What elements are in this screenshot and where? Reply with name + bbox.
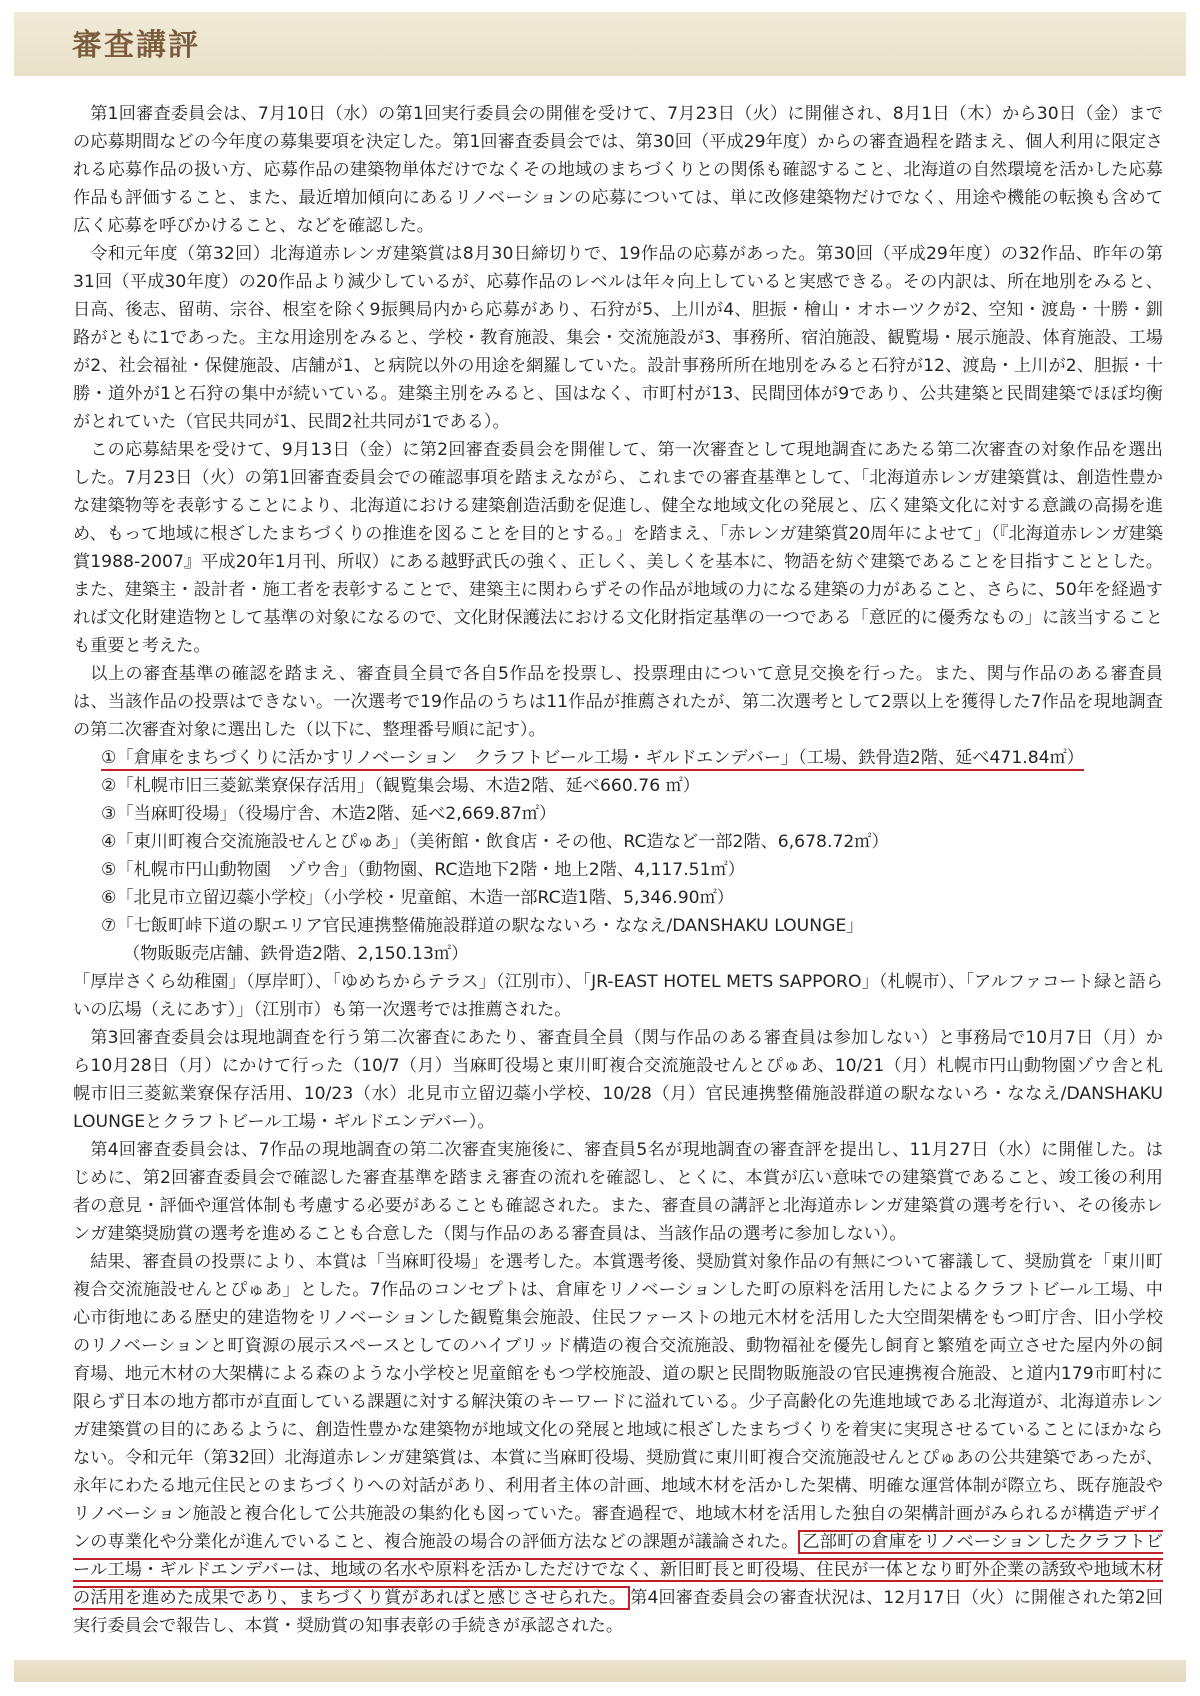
highlighted-passage: 乙部町の倉庫をリノベーションしたクラフトビール工場・ギルドエンデバーは、地域の名水や原料を活かしただけでなく、新旧町長と町役場、住民が一体となり町外企業の誘致や地域木材の活用を進めた成果であり、まちづくり賞があればと感じさせられた。	[73, 1532, 1163, 1608]
final-paragraph-text: 結果、審査員の投票により、本賞は「当麻町役場」を選考した。本賞選考後、奨励賞対象作品の有無について審議して、奨励賞を「東川町複合交流施設せんとぴゅあ」とした。7作品のコンセプトは、倉庫をリノベーションした町の原料を活用したによるクラフトビール工場、中心市街地にある歴史的建造物をリノベーションした観覧集会施設、住民ファーストの地元木材を活用した大空間架構をもつ町庁舎、旧小学校のリノベーションと町資源の展示スペースとしてのハイブリッド構造の複合交流施設、動物福祉を優先し飼育と繁殖を両立させた屋内外の飼育場、地元木材の大架構による森のような小学校と児童館をもつ学校施設、道の駅と民間物販施設の官民連携複合施設、と道内179市町村に限らず日本の地方都市が直面している課題に対する解決策のキーワードに溢れている。少子高齢化の先進地域である北海道が、北海道赤レンガ建築賞の目的にあるように、創造性豊かな建築物が地域文化の発展と地域に根ざしたまちづくりを着実に実現させるていることにほかならない。令和元年（第32回）北海道赤レンガ建築賞は、本賞に当麻町役場、奨励賞に東川町複合交流施設せんとぴゅあの公共建築であったが、永年にわたる地元住民とのまちづくりへの対話があり、利用者主体の計画、地域木材を活かした架構、明確な運営体制が際立ち、既存施設やリノベーション施設と複合化して公共施設の集約化も図っていた。審査過程で、地域木材を活用した独自の架構計画がみられるが構造デザインの専業化や分業化が進んでいること、複合施設の場合の評価方法などの課題が議論された。	[73, 1252, 1163, 1552]
paragraph: 第1回審査委員会は、7月10日（水）の第1回実行委員会の開催を受けて、7月23日（火）に開催され、8月1日（木）から30日（金）までの応募期間などの今年度の募集要項を決定した。第1回審査委員会では、第30回（平成29年度）からの審査過程を踏まえ、個人利用に限定される応募作品の扱い方、応募作品の建築物単体だけでなくその地域のまちづくりとの関係も確認すること、北海道の自然環境を活かした応募作品も評価すること、また、最近増加傾向にあるリノベーションの応募については、単に改修建築物だけでなく、用途や機能の転換も含めて広く応募を呼びかけること、などを確認した。	[73, 104, 1163, 236]
review-body	[73, 100, 1163, 1640]
list-item: ⑥「北見市立留辺蘂小学校」（小学校・児童館、木造一部RC造1階、5,346.90㎡）	[101, 888, 734, 908]
candidate-list	[73, 744, 1163, 968]
list-item	[101, 912, 1163, 968]
paragraph: 第3回審査委員会は現地調査を行う第二次審査にあたり、審査員全員（関与作品のある審査員は参加しない）と事務局で10月7日（月）から10月28日（月）にかけて行った（10/7（月）当麻町役場と東川町複合交流施設せんとぴゅあ、10/21（月）札幌市円山動物園ゾウ舎と札幌市旧三菱鉱業寮保存活用、10/23（水）北見市立留辺蘂小学校、10/28（月）官民連携整備施設群道の駅なないろ・ななえ/DANSHAKU LOUNGEとクラフトビール工場・ギルドエンデバー）。	[73, 1028, 1163, 1132]
underlined-entry: ①「倉庫をまちづくりに活かすリノベーション クラフトビール工場・ギルドエンデバー」（工場、鉄骨造2階、延べ471.84㎡）	[101, 748, 1084, 771]
footer-band	[14, 1660, 1186, 1682]
paragraph: 令和元年度（第32回）北海道赤レンガ建築賞は8月30日締切りで、19作品の応募があった。第30回（平成29年度）の32作品、昨年の第31回（平成30年度）の20作品より減少しているが、応募作品のレベルは年々向上していると実感できる。その内訳は、所在地別をみると、日高、後志、留萌、宗谷、根室を除く9振興局内から応募があり、石狩が5、上川が4、胆振・檜山・オホーツクが2、空知・渡島・十勝・釧路がともに1であった。主な用途別をみると、学校・教育施設、集会・交流施設が3、事務所、宿泊施設、観覧場・展示施設、体育施設、工場が2、社会福祉・保健施設、店舗が1、と病院以外の用途を網羅していた。設計事務所所在地別をみると石狩が12、渡島・上川が2、胆振・十勝・道外が1と石狩の集中が続いている。建築主別をみると、国はなく、市町村が13、民間団体が9であり、公共建築と民間建築でほぼ均衡がとれていた（官民共同が1、民間2社共同が1である）。	[73, 244, 1163, 432]
paragraph: 第4回審査委員会は、7作品の現地調査の第二次審査実施後に、審査員5名が現地調査の審査評を提出し、11月27日（水）に開催した。はじめに、第2回審査委員会で確認した審査基準を踏まえ審査の流れを確認し、とくに、本賞が広い意味での建築賞であること、竣工後の利用者の意見・評価や運営体制も考慮する必要があることも確認された。また、審査員の講評と北海道赤レンガ建築賞の選考を行い、その後赤レンガ建築奨励賞の選考を進めることも合意した（関与作品のある審査員は、当該作品の選考に参加しない）。	[73, 1140, 1163, 1244]
paragraph: 「厚岸さくら幼稚園」（厚岸町）、「ゆめちからテラス」（江別市）、「JR-EAST HOTEL METS SAPPORO」（札幌市）、「アルファコート緑と語らいの広場（えにあす）」（江別市）も第一次選考では推薦された。	[73, 972, 1163, 1020]
page-title: 審査講評	[72, 28, 200, 63]
list-item: ④「東川町複合交流施設せんとぴゅあ」（美術館・飲食店・その他、RC造など一部2階、6,678.72㎡）	[101, 832, 889, 852]
paragraph: 以上の審査基準の確認を踏まえ、審査員全員で各自5作品を投票し、投票理由について意見交換を行った。また、関与作品のある審査員は、当該作品の投票はできない。一次選考で19作品のうちは11作品が推薦されたが、第二次選考として2票以上を獲得した7作品を現地調査の第二次審査対象に選出した（以下に、整理番号順に記す）。	[73, 664, 1163, 740]
list-item: ⑤「札幌市円山動物園 ゾウ舎」（動物園、RC造地下2階・地上2階、4,117.51㎡）	[101, 860, 745, 880]
paragraph: この応募結果を受けて、9月13日（金）に第2回審査委員会を開催して、第一次審査として現地調査にあたる第二次審査の対象作品を選出した。7月23日（火）の第1回審査委員会での確認事項を踏まえながら、これまでの審査基準として、「北海道赤レンガ建築賞は、創造性豊かな建築物等を表彰することにより、北海道における建築創造活動を促進し、健全な地域文化の発展と、広く建築文化に対する意識の高揚を進め、もって地域に根ざしたまちづくりの推進を図ることを目的とする。」を踏まえ、「赤レンガ建築賞20周年によせて」（『北海道赤レンガ建築賞1988-2007』平成20年1月刊、所収）にある越野武氏の強く、正しく、美しくを基本に、物語を紡ぐ建築であることを目指すこととした。また、建築主・設計者・施工者を表彰することで、建築主に関わらずその作品が地域の力になる建築の力があること、さらに、50年を経過すれば文化財建造物として基準の対象になるので、文化財保護法における文化財指定基準の一つである「意匠的に優秀なもの」に該当することも重要と考えた。	[73, 440, 1163, 656]
final-paragraph-closing: 第4回審査委員会の審査状況は、12月17日（火）に開催された第2回実行委員会で報告し、本賞・奨励賞の知事表彰の手続きが承認された。	[73, 1588, 1163, 1636]
list-item	[101, 744, 1163, 772]
list-item-line: ⑦「七飯町峠下道の駅エリア官民連携整備施設群道の駅なないろ・ななえ/DANSHAKU LOUNGE」	[101, 916, 864, 936]
final-paragraph	[73, 1248, 1163, 1640]
list-item: ③「当麻町役場」（役場庁舎、木造2階、延べ2,669.87㎡）	[101, 804, 557, 824]
list-item: ②「札幌市旧三菱鉱業寮保存活用」（観覧集会場、木造2階、延べ660.76 ㎡）	[101, 776, 700, 796]
list-item-continuation: （物販販売店舗、鉄骨造2階、2,150.13㎡）	[123, 944, 469, 964]
